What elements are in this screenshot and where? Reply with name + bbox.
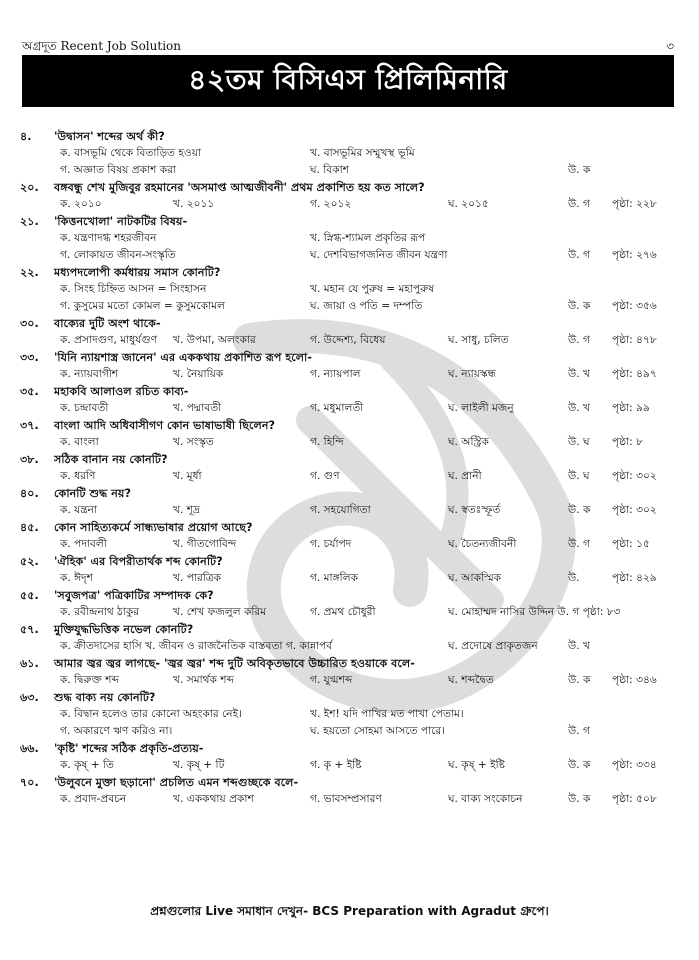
question-title [20,213,685,230]
question-number: ৩৫. [20,385,39,398]
question-item [20,213,685,264]
answer-label: উ. ঘ [568,436,590,448]
option: গ. লোকায়ত জীবন-সংস্কৃতি [60,249,176,261]
answer-label: উ. খ [568,368,590,380]
question-number: ৫২. [20,555,39,568]
option: ঘ. ২০১৫ [448,198,489,210]
option-row [20,196,685,213]
question-title [20,689,685,706]
question-text: আমার জ্বর জ্বর লাগছে- 'জ্বর জ্বর' শব্দ দুটি অবিকৃতভাবে উচ্চারিত হওয়াকে বলে- [54,657,415,670]
question-item [20,383,685,417]
option-row [20,298,685,315]
option: ঘ. অস্ট্রিক [448,436,489,448]
question-text: বাংলা আদি অধিবাসীগণ কোন ভাষাভাষী ছিলেন? [54,419,275,432]
option-row [20,604,685,621]
option: ঘ. বিকাশ [310,164,349,176]
question-number: ৫৭. [20,623,39,636]
question-title [20,774,685,791]
question-text: মধ্যপদলোপী কর্মধারয় সমাস কোনটি? [54,266,221,279]
page-reference: পৃষ্ঠা: ৩০২ [612,470,657,482]
option: ঘ. ন্যায়স্কন্ধ [448,368,497,380]
answer-label: উ. ক [568,164,591,176]
question-title [20,655,685,672]
option: ঘ. চৈতন্যজীবনী [448,538,517,550]
option-row [20,757,685,774]
question-title [20,417,685,434]
option: গ. প্রমথ চৌধুরী [310,606,376,618]
option: ক. বাসভূমি থেকে বিতাড়িত হওয়া [60,147,202,159]
question-number: ৬১. [20,657,39,670]
option: গ. মধুমালতী [310,402,364,414]
question-item [20,417,685,451]
title-banner [22,55,674,107]
option: ঘ. মোহাম্মদ নাসির উদ্দিন উ. গ পৃষ্ঠা: ৮৩ [448,606,621,618]
question-number: ২২. [20,266,39,279]
question-title [20,128,685,145]
question-text: বঙ্গবন্ধু শেখ মুজিবুর রহমানের 'অসমাপ্ত আত্মজীবনী' প্রথম প্রকাশিত হয় কত সালে? [54,181,425,194]
option-row [20,366,685,383]
question-number: ৪. [20,130,32,143]
option: ঘ. বাক্য সংকোচন [448,793,523,805]
option-row [20,536,685,553]
page-reference: পৃষ্ঠা: ২৭৬ [612,249,657,261]
option: গ. চর্যাপদ [310,538,352,550]
option: ঘ. সাধু, চলিত [448,334,509,346]
question-item [20,689,685,740]
question-number: ৫৫. [20,589,39,602]
option: খ. সংস্কৃত [173,436,214,448]
question-list [20,128,685,808]
question-text: 'ঐহিক' এর বিপরীতার্থক শব্দ কোনটি? [54,555,223,568]
option: ক. বাংলা [60,436,99,448]
answer-label: উ. ক [568,759,591,771]
option: ক. ২০১০ [60,198,102,210]
option: ক. দ্বিরুক্ত শব্দ [60,674,119,686]
question-title [20,621,685,638]
question-item [20,740,685,774]
option: খ. কৃষ্ + টি [173,759,225,771]
option-row [20,162,685,179]
option: ক. সিংহ চিহ্নিত আসন = সিংহাসন [60,283,207,295]
option-row [20,332,685,349]
question-title [20,519,685,536]
answer-label: উ. ক [568,674,591,686]
question-number: ৭০. [20,776,39,789]
option: খ. পদ্মাবতী [173,402,222,414]
option: ঘ. প্রদোষে প্রাকৃতজন [448,640,538,652]
option: ক. ন্যায়বাগীশ [60,368,119,380]
option-row [20,145,685,162]
option: খ. মহান যে পুরুষ = মহাপুরুষ [310,283,435,295]
option: খ. গীতগোবিন্দ [173,538,237,550]
answer-label: উ. গ [568,538,590,550]
question-item [20,553,685,587]
answer-label: উ. ক [568,504,591,516]
option: ক. রবীন্দ্রনাথ ঠাকুর [60,606,140,618]
question-title [20,587,685,604]
option: খ. ২০১১ [173,198,215,210]
option: ক. ক্রীতদাসের হাসি খ. জীবন ও রাজনৈতিক বাস্তবতা গ. কান্নাপর্ব [60,640,333,652]
answer-label: উ. ঘ [568,470,590,482]
option-row [20,706,685,723]
question-number: ৩৮. [20,453,39,466]
question-title [20,315,685,332]
option: ক. চন্দ্রাবতী [60,402,109,414]
question-text: মহাকবি আলাওল রচিত কাব্য- [54,385,189,398]
question-item [20,519,685,553]
option: খ. নৈয়ায়িক [173,368,224,380]
answer-label: উ. গ [568,334,590,346]
option: ঘ. স্বতঃস্ফূর্ত [448,504,501,516]
question-text: 'উদ্বাসন' শব্দের অর্থ কী? [54,130,165,143]
option: ক. যন্ত্রণাদগ্ধ শহরজীবন [60,232,157,244]
page-reference: পৃষ্ঠা: ১৫ [612,538,650,550]
option-row [20,434,685,451]
question-text: বাক্যের দুটি অংশ থাকে- [54,317,161,330]
option: গ. কৃ + ইষ্টি [310,759,362,771]
question-title [20,383,685,400]
option-row [20,723,685,740]
option-row [20,502,685,519]
page-reference: পৃষ্ঠা: ২২৮ [612,198,657,210]
option: গ. সহযোগিতা [310,504,371,516]
question-title [20,349,685,366]
option: খ. মূর্ধা [173,470,202,482]
question-text: 'উলুবনে মুক্তা ছড়ানো' প্রচলিত এমন শব্দগুচ্ছকে বলে- [54,776,299,789]
option: খ. উপমা, অলংকার [173,334,256,346]
question-title [20,179,685,196]
answer-label: উ. [568,572,580,584]
page-reference: পৃষ্ঠা: ৪২৯ [612,572,657,584]
answer-label: উ. গ [568,725,590,737]
page-number: ৩ [666,39,674,53]
answer-label: উ. ক [568,793,591,805]
option-row [20,672,685,689]
option: ঘ. দেশবিভাগজনিত জীবন যন্ত্রণা [310,249,448,261]
page-reference: পৃষ্ঠা: ৪৭৮ [612,334,657,346]
option: ক. যন্ত্রনা [60,504,98,516]
option: গ. হিন্দি [310,436,344,448]
page-reference: পৃষ্ঠা: ৪৯৭ [612,368,657,380]
option: ক. প্রবাদ-প্রবচন [60,793,127,805]
option: খ. সমার্থক শব্দ [173,674,234,686]
page-reference: পৃষ্ঠা: ৩০২ [612,504,657,516]
option-row [20,247,685,264]
option-row [20,791,685,808]
page-reference: পৃষ্ঠা: ৩৪৬ [612,674,657,686]
option: ঘ. লাইলী মজনু [448,402,514,414]
option: ক. বিদ্বান হলেও তার কোনো অহংকার নেই। [60,708,242,720]
option: গ. ন্যায়পাল [310,368,361,380]
question-item [20,587,685,621]
question-text: 'যিনি ন্যায়শাস্ত্র জানেন' এর এককথায় প্রকাশিত রূপ হলো- [54,351,312,364]
option: খ. শেখ ফজলুল করিম [173,606,267,618]
page-reference: পৃষ্ঠা: ৩৫৬ [612,300,657,312]
answer-label: উ. গ [568,249,590,261]
question-item [20,349,685,383]
option: গ. কুসুমের মতো কোমল = কুসুমকোমল [60,300,225,312]
question-item [20,655,685,689]
question-item [20,179,685,213]
option-row [20,638,685,655]
question-text: শুদ্ধ বাক্য নয় কোনটি? [54,691,156,704]
option: খ. বাসভূমির সম্মুখস্থ ভূমি [310,147,415,159]
question-number: ৪০. [20,487,39,500]
question-title [20,553,685,570]
option-row [20,400,685,417]
option: ঘ. জায়া ও পতি = দম্পতি [310,300,423,312]
question-number: ৬৬. [20,742,39,755]
option: ক. ধরণি [60,470,96,482]
question-number: ৩০. [20,317,39,330]
option: খ. শূদ্র [173,504,200,516]
option: ঘ. প্রানী [448,470,482,482]
option-row [20,281,685,298]
question-text: 'সবুজপত্র' পত্রিকাটির সম্পাদক কে? [54,589,214,602]
footer-note: প্রশ্নগুলোর Live সমাধান দেখুন- BCS Preparation with Agradut গ্রুপে। [150,904,549,918]
answer-label: উ. গ [568,198,590,210]
answer-label: উ. খ [568,402,590,414]
option: ক. ঈদৃশ [60,572,93,584]
option: ঘ. শব্দদ্বৈত [448,674,494,686]
page-reference: পৃষ্ঠা: ৫০৮ [612,793,657,805]
option: গ. ভাবসম্প্রসারণ [310,793,382,805]
option: গ. অজ্ঞাত বিষয় প্রকাশ করা [60,164,177,176]
question-title [20,485,685,502]
question-text: 'কৃষ্টি' শব্দের সঠিক প্রকৃতি-প্রত্যয়- [54,742,204,755]
question-number: ৬৩. [20,691,39,704]
question-item [20,485,685,519]
question-text: 'কিত্তনখোলা' নাটকটির বিষয়- [54,215,188,228]
option: খ. এককথায় প্রকাশ [173,793,254,805]
option: গ. যুগ্মশব্দ [310,674,353,686]
option: গ. উদ্দেশ্য, বিধেয় [310,334,386,346]
question-title [20,451,685,468]
page-reference: পৃষ্ঠা: ৯৯ [612,402,650,414]
option: গ. মাঙ্গলিক [310,572,358,584]
option-row [20,230,685,247]
page-reference: পৃষ্ঠা: ৩৩৪ [612,759,657,771]
question-title [20,740,685,757]
answer-label: উ. ক [568,300,591,312]
page-reference: পৃষ্ঠা: ৮ [612,436,643,448]
option-row [20,468,685,485]
question-title [20,264,685,281]
option: ক. কৃষ্ + তি [60,759,114,771]
question-number: ৩৭. [20,419,39,432]
option: ঘ. কৃষ্ + ইষ্টি [448,759,506,771]
question-item [20,451,685,485]
option: খ. পারত্রিক [173,572,222,584]
option: ক. প্রসাদগুণ, মাধুর্যগুণ [60,334,158,346]
question-number: ৩৩. [20,351,39,364]
question-number: ২০. [20,181,39,194]
answer-label: উ. খ [568,640,590,652]
question-item [20,315,685,349]
question-text: কোন সাহিত্যকর্মে সান্ধ্যভাষার প্রয়োগ আছে? [54,521,253,534]
question-text: কোনটি শুদ্ধ নয়? [54,487,131,500]
question-number: ৪৫. [20,521,39,534]
option: গ. ২০১২ [310,198,352,210]
option-row [20,570,685,587]
question-item [20,774,685,808]
option: গ. গুণ [310,470,340,482]
option: গ. অকারণে ঋণ করিও না। [60,725,173,737]
option: ঘ. আকস্মিক [448,572,502,584]
question-item [20,264,685,315]
option: ঘ. হয়তো সোহমা আসতে পারে। [310,725,446,737]
option: খ. ইশ! যদি পাখির মত পাখা পেতাম। [310,708,464,720]
header-source: অগ্রদূত Recent Job Solution [22,39,181,53]
question-item [20,128,685,179]
question-text: সঠিক বানান নয় কোনটি? [54,453,168,466]
option: খ. স্নিগ্ধ-শ্যামল প্রকৃতির রূপ [310,232,426,244]
option: ক. পদাবলী [60,538,107,550]
page-title: ৪২তম বিসিএস প্রিলিমিনারি [188,62,508,96]
question-number: ২১. [20,215,39,228]
question-item [20,621,685,655]
question-text: মুক্তিযুদ্ধভিত্তিক নভেল কোনটি? [54,623,194,636]
